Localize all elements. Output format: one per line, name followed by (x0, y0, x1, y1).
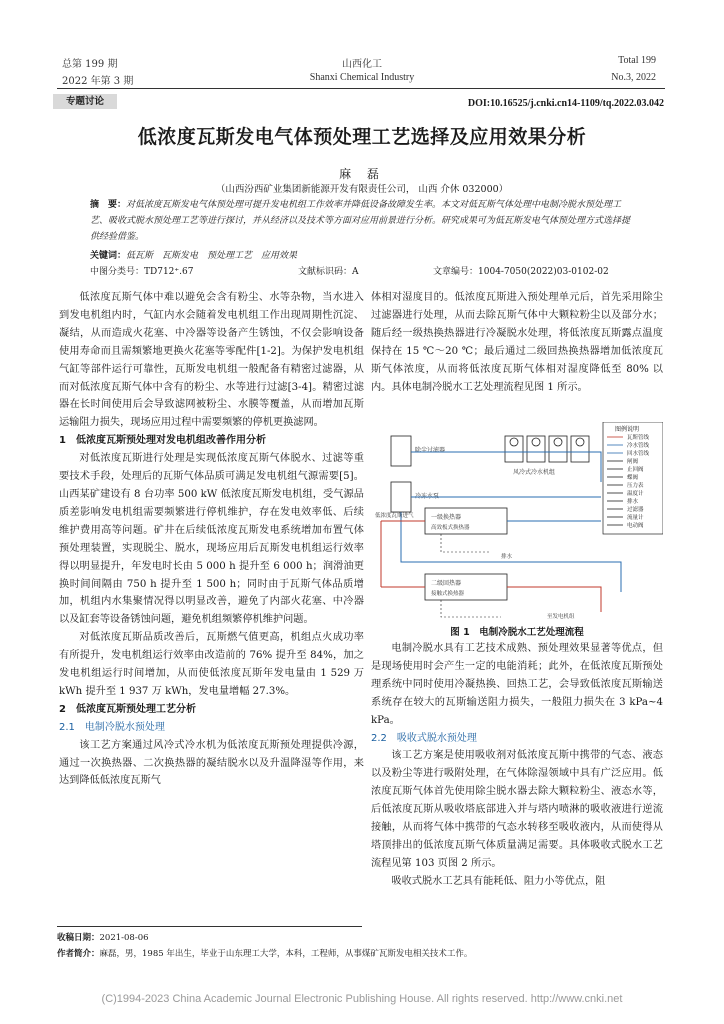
class-value: TD712⁺.67 (144, 267, 194, 277)
legend-item: 过滤器 (627, 507, 644, 513)
article-no-label: 文章编号： (433, 267, 479, 277)
footnote-rule (57, 926, 362, 927)
keywords-text: 低瓦斯 瓦斯发电 预处理工艺 应用效果 (126, 251, 298, 261)
pump-label: 冷冻水泵 (415, 493, 440, 500)
received-label: 收稿日期： (57, 933, 100, 943)
legend-item: 回水管线 (627, 451, 650, 457)
keywords-label: 关键词： (90, 251, 127, 261)
legend-item: 温度计 (627, 491, 644, 497)
author: 麻 磊 (339, 167, 385, 181)
header-rule (57, 88, 665, 89)
bio-text: 麻磊，男，1985 年出生，毕业于山东理工大学，本科，工程师，从事煤矿瓦斯发电相关技术工作。 (99, 949, 473, 959)
figure-caption: 图 1 电制冷脱水工艺处理流程 (450, 627, 584, 638)
received-value: 2021-08-06 (99, 933, 149, 943)
issue-total-en: Total 199 (618, 55, 656, 66)
issue-total-cn: 总第 199 期 (62, 59, 118, 70)
abstract-text: 对低浓度瓦斯发电气体预处理可提升发电机组工作效率并降低设备故障发生率。本文对低瓦斯气体处理中电制冷脱水预处理工艺、吸收式脱水预处理工艺等进行探讨，并从经济以及技术等方面对应用前景进行分析。研究成果可为低瓦斯发电气体预处理方式选择提供经验借鉴。 (90, 200, 631, 242)
abstract-label: 摘 要： (90, 200, 127, 210)
legend-item: 排水 (627, 499, 639, 505)
journal-name-en: Shanxi Chemical Industry (309, 72, 415, 83)
article-title: 低浓度瓦斯发电气体预处理工艺选择及应用效果分析 (137, 126, 587, 148)
doc-code-label: 文献标识码： (298, 267, 353, 277)
subsection-heading: 2.2 吸收式脱水预处理 (371, 732, 477, 744)
section-heading: 2 低浓度瓦斯预处理工艺分析 (59, 703, 196, 715)
received-date (57, 931, 149, 943)
article-no-value: 1004-7050(2022)03-0102-02 (478, 267, 609, 277)
issue-no-en: No.3, 2022 (611, 72, 656, 83)
section-heading: 1 低浓度瓦斯预处理对发电机组改善作用分析 (59, 435, 266, 447)
legend-item: 止回阀 (627, 467, 644, 473)
drain-label: 排水 (501, 554, 513, 560)
legend-title: 图例说明 (615, 426, 640, 433)
process-flow-figure (371, 422, 663, 624)
paragraph: 电制冷脱水具有工艺技术成熟、预处理效果显著等优点，但是现场使用时会产生一定的电能消耗；此外，在低浓度瓦斯预处理系统中同时使用冷凝热换、回热工艺，会导致低浓度瓦斯输送系统存在较大的瓦斯输送阻力损失，一般阻力损失在 3 kPa~4 kPa。 (371, 643, 663, 726)
legend-item: 蝶阀 (627, 475, 639, 481)
hx-a-bot-label: 接触式换热器 (431, 591, 465, 597)
right-column-bottom (371, 640, 663, 891)
column-tag: 专题讨论 (53, 94, 117, 109)
chiller-label: 风冷式冷水机组 (513, 469, 556, 476)
article-number (433, 264, 609, 277)
legend-item: 闸阀 (627, 459, 639, 465)
legend-item: 电动阀 (627, 523, 644, 529)
hx1-label: 一级换热器 (431, 514, 462, 521)
paragraph: 该工艺方案是使用吸收剂对低浓度瓦斯中携带的气态、液态以及粉尘等进行吸附处理，在气体除湿领域中具有广泛应用。低浓度瓦斯气体首先使用除尘脱水器去除大颗粒粉尘、液态水等，后低浓度瓦斯从吸收塔底部进入并与塔内喷淋的吸收液进行逆流接触，从而将气体中携带的气态水转移至吸收液内，从而使得从塔顶排出的低浓度瓦斯气体质量满足需要。具体吸收式脱水工艺流程见第 103 页图 2 所示。 (371, 750, 663, 869)
class-label: 中图分类号： (90, 267, 145, 277)
legend-item: 冷水管线 (627, 443, 650, 449)
affiliation: （山西汾西矿业集团新能源开发有限责任公司， 山西 介休 032000） (215, 184, 509, 195)
copyright-notice: (C)1994-2023 China Academic Journal Electronic Publishing House. All rights reserved. http://www.cnki.net (101, 993, 623, 1005)
paragraph: 对低浓度瓦斯进行处理是实现低浓度瓦斯气体脱水、过滤等重要技术手段，处理后的瓦斯气体品质可满足发电机组气源需要[5]。山西某矿建设有 8 台功率 500 kW 低浓度瓦斯发电机组，受气源品质差影响发电机组需要频繁进行停机维护，存在发电效率低、后续维护费用高等问题。矿井在后续低浓度瓦斯发电系统增加布置气体预处理装置，实现脱尘、脱水，现场应用后瓦斯发电机组运行效率得以明显提升，年发电时长由 5 000 h 提升至 6 000 h；润滑油更换时间间隔由 750 h 提升至 1 500 h；同时由于瓦斯气体品质增加，机组内水集聚情况得以明显改善，避免了内部火花塞、中冷器以及缸套等设备锈蚀问题，避免机组频繁停机维护问题。 (59, 453, 364, 626)
doc-code (298, 264, 359, 277)
bio-label: 作者简介： (57, 949, 100, 959)
legend-item: 瓦斯管线 (627, 435, 650, 441)
hx2-label: 二级回热器 (431, 580, 462, 587)
paragraph: 体相对湿度目的。低浓度瓦斯进入预处理单元后，首先采用除尘过滤器进行处理，从而去除瓦斯气体中大颗粒粉尘以及部分水；随后经一级热换热器进行冷凝脱水处理，将低浓度瓦斯露点温度保持在 15 ℃～20 ℃；最后通过二级回热换热器增加低浓度瓦斯气体浓度，从而将低浓度瓦斯气体相对湿度降低至 80% 以内。具体电制冷脱水工艺处理流程见图 1 所示。 (371, 292, 663, 393)
legend-item: 压力表 (627, 483, 644, 489)
class-number (90, 264, 193, 277)
keywords (90, 248, 638, 261)
hx-a-top-label: 高效板式换热器 (431, 525, 470, 531)
paragraph: 该工艺方案通过风冷式冷水机为低浓度瓦斯预处理提供冷源，通过一次换热器、二次换热器的凝结脱水以及升温降湿等作用，来达到降低低浓度瓦斯气 (59, 739, 364, 787)
gas-out-label: 至发电机组 (547, 614, 575, 620)
abstract (90, 197, 638, 245)
issue-year-cn: 2022 年第 3 期 (62, 76, 134, 87)
legend-item: 流量计 (627, 515, 644, 521)
left-column (59, 289, 364, 790)
subsection-heading: 2.1 电制冷脱水预处理 (59, 721, 165, 733)
journal-name-cn: 山西化工 (342, 59, 382, 70)
gas-in-label: 低浓度瓦斯进气 (375, 513, 414, 519)
process-flow-diagram (371, 422, 663, 624)
doc-code-value: A (352, 267, 359, 277)
filter-vessel (391, 436, 411, 466)
pump-vessel (391, 482, 411, 512)
right-column-top (371, 289, 663, 396)
paragraph: 对低浓度瓦斯品质改善后，瓦斯燃气值更高，机组点火成功率有所提升，发电机组运行效率由改造前的 76% 提升至 84%，加之发电机组运行时间增加，从而使低浓度瓦斯年发电量由 1 529 万 kWh 提升至 1 937 万 kWh，发电量增幅 27.3%。 (59, 632, 364, 697)
doi[interactable]: DOI:10.16525/j.cnki.cn14-1109/tq.2022.03.042 (467, 98, 664, 109)
author-bio (57, 947, 667, 959)
filter-label: 除尘过滤器 (415, 447, 446, 454)
paragraph: 吸收式脱水工艺具有能耗低、阻力小等优点，阻 (391, 875, 606, 887)
paragraph: 低浓度瓦斯气体中难以避免会含有粉尘、水等杂物，当水进入到发电机组内时，气缸内水会随着发电机组工作出现周期性沉淀、凝结，从而造成火花塞、中冷器等设备产生锈蚀，不仅会影响设备使用寿命而且需频繁地更换火花塞等零配件[1-2]。为保护发电机组气缸等部件运行可靠性，瓦斯发电机组一般配备有精密过滤器，从而对低浓度瓦斯气体中含有的粉尘、水等进行过滤[3-4]。精密过滤器在长时间使用后会导致滤网被粉尘、水膜等覆盖，从而增加瓦斯运输阻力损失，现场应用过程中需要频繁的停机更换滤网。 (59, 292, 364, 429)
